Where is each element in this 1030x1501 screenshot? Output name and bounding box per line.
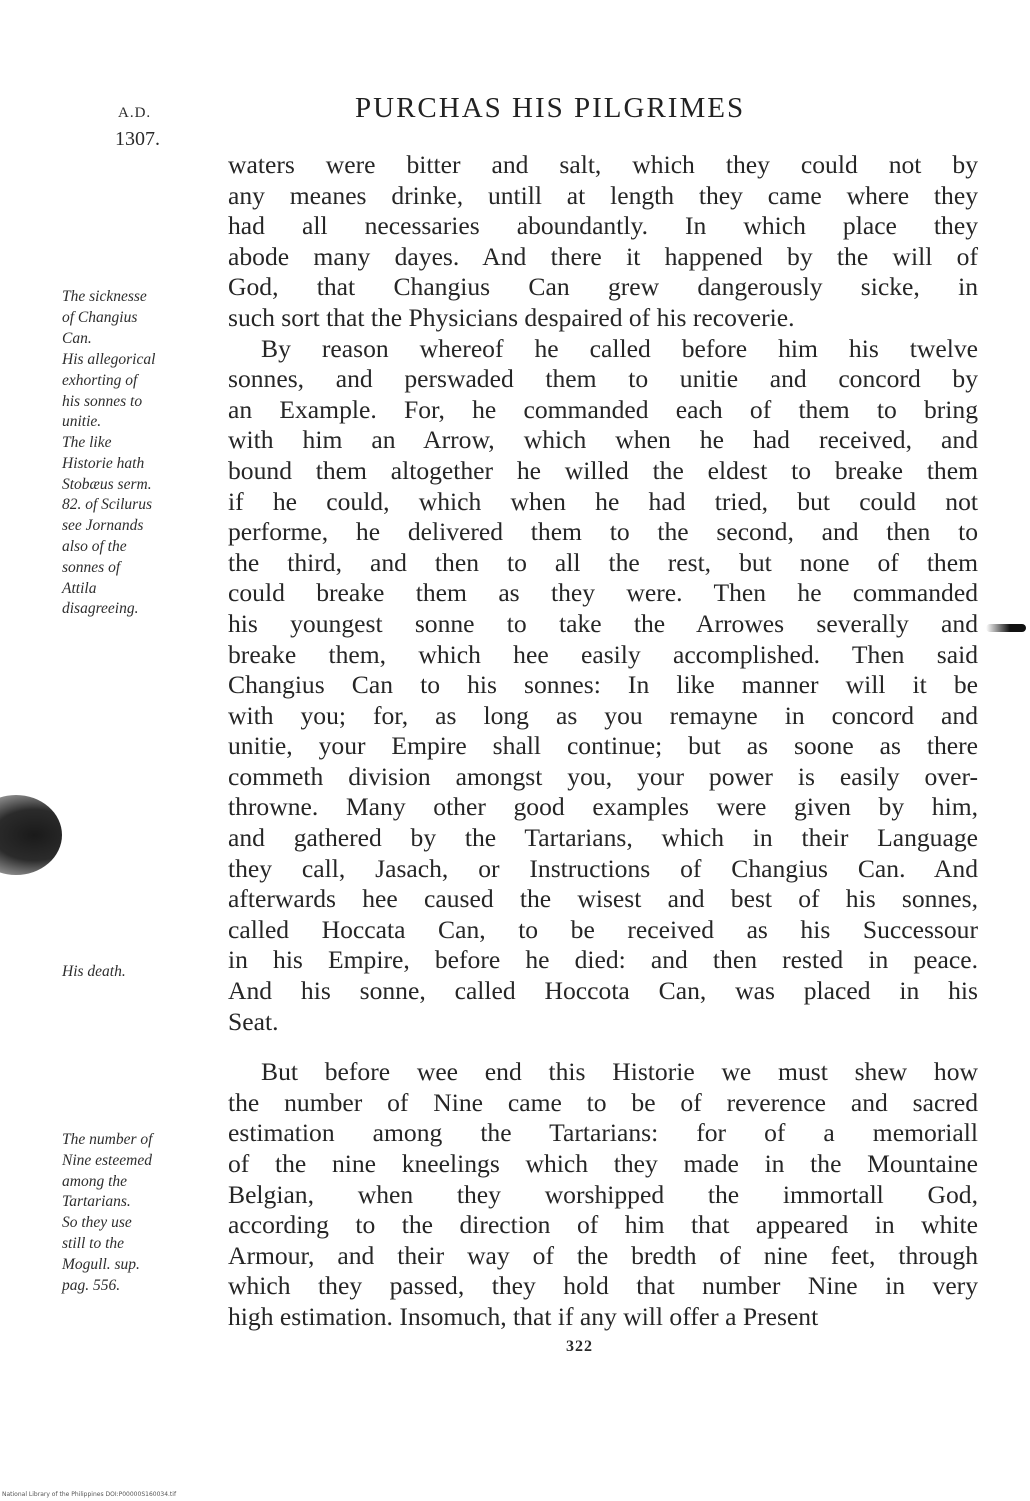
note-line: disagreeing. [62, 600, 139, 618]
text-line: could breake them as they were. Then he commanded [228, 578, 978, 608]
text-line: throwne. Many other good examples were given by him, [228, 792, 978, 822]
text-line: the third, and then to all the rest, but none of them [228, 547, 978, 577]
text-line: with him an Arrow, which when he had received, and [228, 425, 978, 455]
note-line: Tartarians. [62, 1193, 131, 1211]
note-line: His allegorical [62, 351, 156, 368]
text-line: commeth division amongst you, your power is easily over- [228, 761, 978, 791]
text-line: performe, he delivered them to the second, and then to [228, 517, 978, 547]
text-line: the number of Nine came to be of reverence and sacred [228, 1087, 978, 1117]
page-number: 322 [566, 1338, 593, 1355]
margin-note-like-historie [62, 433, 220, 620]
margin-note-number-nine [62, 1130, 220, 1296]
scan-edge-mark [986, 624, 1026, 632]
margin-note-sicknesse [62, 287, 220, 349]
text-line: God, that Changius Can grew dangerously sicke, in [228, 272, 978, 302]
text-line: of the nine kneelings which they made in the Mountaine [228, 1149, 978, 1178]
note-line: among the [62, 1172, 128, 1190]
note-line: Mogull. sup. [62, 1255, 140, 1273]
text-line: Armour, and their way of the bredth of nine feet, through [228, 1240, 978, 1270]
note-line: his sonnes to [62, 392, 143, 410]
text-line: such sort that the Physicians despaired of his recoverie. [228, 302, 795, 332]
note-line: Can. [62, 329, 92, 347]
text-line: high estimation. Insomuch, that if any will offer a Present [228, 1301, 819, 1331]
ad-label: A.D. [118, 105, 152, 121]
text-line: his youngest sonne to take the Arrowes severally and [228, 608, 978, 638]
text-line: breake them, which hee easily accomplished. Then said [228, 639, 978, 669]
text-line: Changius Can to his sonnes: In like manner will it be [228, 670, 978, 700]
text-line: with you; for, as long as you remayne in concord and [228, 700, 978, 730]
note-line: Nine esteemed [62, 1151, 152, 1169]
text-line: afterwards hee caused the wisest and best of his sonnes, [228, 884, 978, 914]
text-line: an Example. For, he commanded each of them to bring [228, 394, 978, 424]
note-line: pag. 556. [62, 1276, 121, 1294]
text-line: had all necessaries aboundantly. In which place they [228, 211, 978, 241]
note-line: also of the [62, 537, 127, 555]
text-line: And his sonne, called Hoccota Can, was placed in his [228, 976, 978, 1006]
margin-note-allegorical [62, 350, 220, 433]
text-line: which they passed, they hold that number Nine in very [228, 1271, 978, 1301]
note-line: see Jornands [62, 517, 144, 535]
note-line: Historie hath [62, 454, 145, 472]
note-line: Attila [62, 579, 97, 597]
text-line: waters were bitter and salt, which they could not by [228, 150, 978, 179]
text-line: and gathered by the Tartarians, which in their Language [228, 823, 978, 853]
note-line: The sicknesse [62, 288, 147, 305]
text-line: Belgian, when they worshipped the immortall God, [228, 1179, 978, 1209]
note-line: 82. of Scilurus [62, 496, 152, 514]
margin-note-death [62, 962, 220, 983]
text-line: if he could, which when he had tried, but could not [228, 486, 978, 516]
scan-thumb-shadow [0, 795, 62, 875]
note-line: of Changius [62, 308, 138, 326]
text-line: But before wee end this Historie we must shew how [261, 1057, 978, 1087]
note-line: still to the [62, 1234, 124, 1252]
note-line: So they use [62, 1214, 132, 1232]
year-label: 1307. [115, 128, 160, 150]
text-line: By reason whereof he called before him his twelve [261, 333, 978, 363]
text-line: Seat. [228, 1006, 279, 1036]
paragraph-2 [228, 334, 978, 1038]
text-line: according to the direction of him that appeared in white [228, 1210, 978, 1240]
text-line: bound them altogether he willed the eldest to breake them [228, 455, 978, 485]
text-line: in his Empire, before he died: and then rested in peace. [228, 945, 978, 975]
note-line: sonnes of [62, 558, 121, 576]
body-text [228, 150, 978, 1333]
scan-source-strip: National Library of the Philippines DOI:P00000S160034.tif [2, 1491, 177, 1498]
text-line: sonnes, and perswaded them to unitie and concord by [228, 364, 978, 394]
note-line: The like [62, 434, 112, 451]
text-line: they call, Jasach, or Instructions of Changius Can. And [228, 853, 978, 883]
note-line: Stobæus serm. [62, 475, 152, 493]
text-line: unitie, your Empire shall continue; but as soone as there [228, 731, 978, 761]
note-line: unitie. [62, 413, 102, 431]
text-line: estimation among the Tartarians: for of a memoriall [228, 1118, 978, 1148]
note-line: His death. [62, 963, 126, 980]
paragraph-1 [228, 150, 978, 334]
text-line: called Hoccata Can, to be received as his Successour [228, 914, 978, 944]
paragraph-3 [228, 1057, 978, 1332]
note-line: exhorting of [62, 371, 138, 389]
running-title: PURCHAS HIS PILGRIMES [355, 92, 746, 124]
text-line: any meanes drinke, untill at length they came where they [228, 180, 978, 210]
text-line: abode many dayes. And there it happened by the will of [228, 241, 978, 271]
note-line: The number of [62, 1131, 153, 1148]
